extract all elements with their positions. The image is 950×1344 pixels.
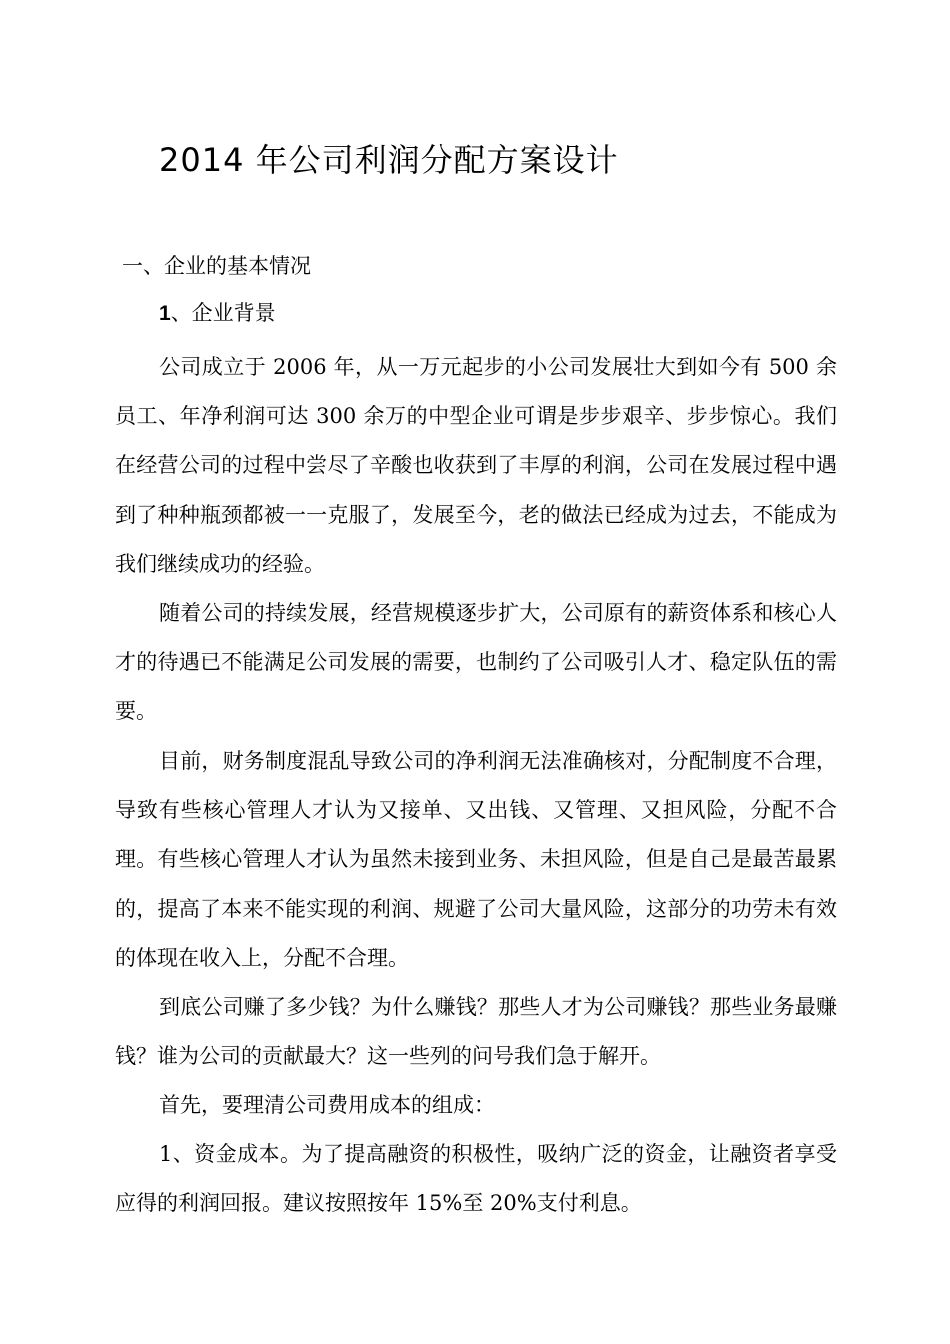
paragraph-current-problems: 目前，财务制度混乱导致公司的净利润无法准确核对，分配制度不合理，导致有些核心管理人才认为又接单、又出钱、又管理、又担风险，分配不合理。有些核心管理人才认为虽然未接到业务、未担风险，但是自己是最苦最累的，提高了本来不能实现的利润、规避了公司大量风险，这部分的功劳未有效的体现在收入上，分配不合理。 (115, 749, 837, 970)
paragraph-capital-cost: 1、资金成本。为了提高融资的积极性，吸纳广泛的资金，让融资者享受应得的利润回报。建议按照按年 15%至 20%支付利息。 (115, 1142, 837, 1216)
subsection-number: 1 (159, 302, 171, 325)
subsection-heading (159, 298, 276, 329)
section-heading: 一、企业的基本情况 (122, 254, 311, 278)
document-title: 2014 年公司利润分配方案设计 (159, 141, 619, 179)
paragraph-cost-intro: 首先，要理清公司费用成本的组成： (159, 1093, 495, 1117)
paragraph-company-founding: 公司成立于 2006 年，从一万元起步的小公司发展壮大到如今有 500 余员工、年净利润可达 300 余万的中型企业可谓是步步艰辛、步步惊心。我们在经营公司的过程中尝尽了辛酸也收获到了丰厚的利润，公司在发展过程中遇到了种种瓶颈都被一一克服了，发展至今，老的做法已经成为过去，不能成为我们继续成功的经验。 (115, 355, 837, 576)
subsection-label: 、企业背景 (170, 301, 276, 325)
paragraph-questions: 到底公司赚了多少钱？为什么赚钱？那些人才为公司赚钱？那些业务最赚钱？谁为公司的贡献最大？这一些列的问号我们急于解开。 (115, 995, 837, 1069)
paragraph-growth-needs: 随着公司的持续发展，经营规模逐步扩大，公司原有的薪资体系和核心人才的待遇已不能满足公司发展的需要，也制约了公司吸引人才、稳定队伍的需要。 (115, 601, 837, 724)
